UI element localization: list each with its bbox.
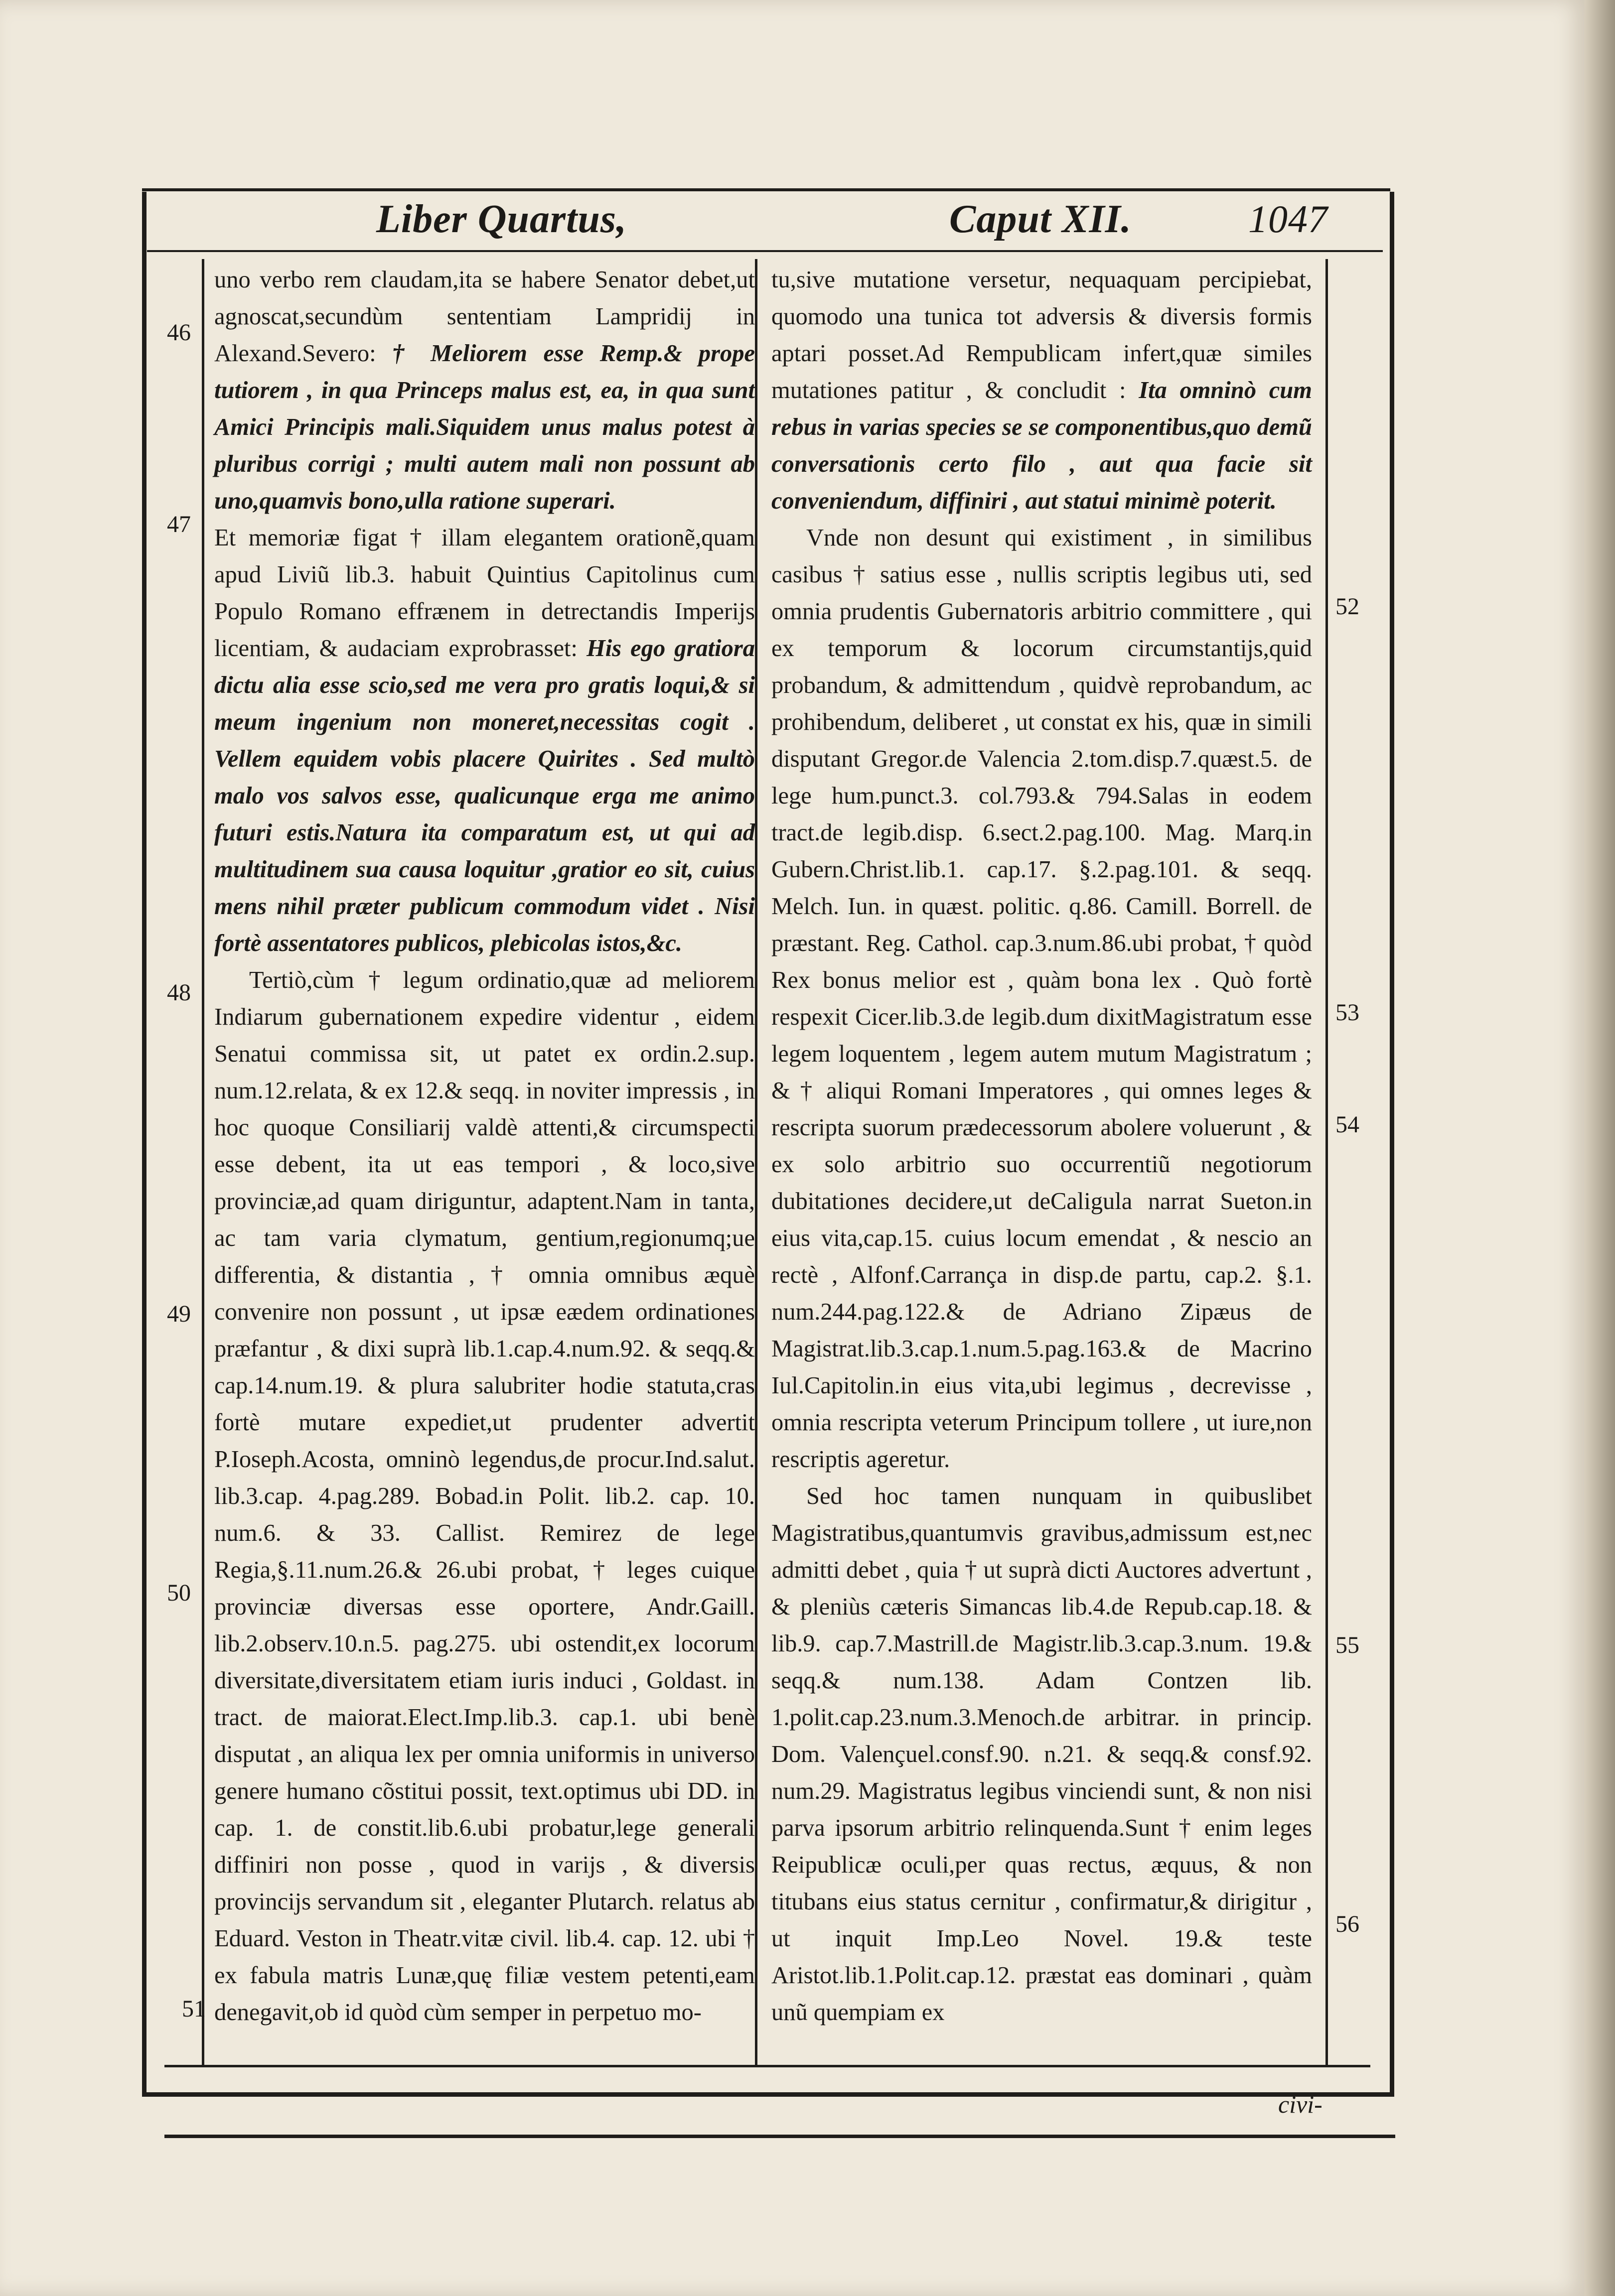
- right-column: [771, 262, 1312, 2031]
- bottom-rule-outer: [164, 2135, 1395, 2138]
- margin-number: 47: [167, 511, 191, 538]
- paragraph: [771, 520, 1312, 1478]
- margin-number: 51: [182, 1996, 206, 2022]
- column-divider: [755, 259, 757, 2065]
- margin-number: 56: [1335, 1911, 1359, 1937]
- margin-number: 49: [167, 1301, 191, 1327]
- frame-top-rule: [142, 188, 1390, 191]
- running-head-chapter: Caput XII.: [949, 197, 1132, 241]
- margin-number: 50: [167, 1580, 191, 1606]
- page-edge-shadow: [1585, 0, 1615, 2296]
- catchword: civi-: [1278, 2090, 1322, 2118]
- bottom-rule-inner: [164, 2065, 1370, 2067]
- paragraph-text: tu,sive mutatione versetur, nequaquam percipiebat, quomodo una tunica tot adversis & diversis formis aptari posset.Ad Rempublicam infert,quæ similes mutationes patitur , & concludit :: [771, 267, 1312, 404]
- paragraph-text: Tertiò,cùm † legum ordinatio,quæ ad meliorem Indiarum gubernationem expedire videntur , eidem Senatui commissa sit, ut patet ex ordin.2.sup. num.12.relata, & ex 12.& seqq. in noviter impressis , in hoc quoque Consiliarij valdè attenti,& circumspecti esse debent, ita ut eas tempori , & loco,sive provinciæ,ad quam diriguntur, adaptent.Nam in tanta, ac tam varia clymatum, gentium,regionumq;ue differentia, & distantia , † omnia omnibus æquè convenire non possunt , ut ipsæ eædem ordinationes præfantur , & dixi suprà lib.1.cap.4.num.92. & seqq.& cap.14.num.19. & plura salubriter hodie statuta,cras fortè mutare expediet,ut prudenter advertit P.Ioseph.Acosta, omninò legendus,de procur.Ind.salut. lib.3.cap. 4.pag.289. Bobad.in Polit. lib.2. cap. 10. num.6. & 33. Callist. Remirez de lege Regia,§.11.num.26.& 26.ubi probat, † leges cuique provinciæ diversas esse oportere, Andr.Gaill. lib.2.observ.10.n.5. pag.275. ubi ostendit,ex locorum diversitate,diversitatem etiam iuris induci , Goldast. in tract. de maiorat.Elect.Imp.lib.3. cap.1. ubi benè disputat , an aliqua lex per omnia uniformis in universo genere humano cõstitui possit, text.optimus ubi DD. in cap. 1. de constit.lib.6.ubi probatur,lege generali diffiniri non posse , quod in varijs , & diversis provincijs servandum sit , eleganter Plutarch. relatus ab Eduard. Veston in Theatr.vitæ civil. lib.4. cap. 12. ubi † ex fabula matris Lunæ,quę filiæ vestem petenti,eam denegavit,ob id quòd cùm semper in perpetuo mo-: [214, 967, 755, 2026]
- paragraph-text: uno verbo rem claudam,ita se habere Senator debet,ut agnoscat,secundùm sententiam Lampridij in Alexand.Severo:: [214, 267, 755, 367]
- page-number: 1047: [1248, 197, 1328, 241]
- left-column: [214, 262, 755, 2031]
- margin-number: 53: [1335, 999, 1359, 1026]
- paragraph: [214, 520, 755, 962]
- paragraph-italic: Ita omninò cum rebus in varias species se se componentibus,quo demũ conversationis certo filo , aut qua facie sit conveniendum, diffiniri , aut statui minimè poterit.: [771, 377, 1312, 514]
- paragraph-text: Et memoriæ figat † illam elegantem orationẽ,quam apud Liviũ lib.3. habuit Quintius Capitolinus cum Populo Romano effrænem in detrectandis Imperijs licentiam, & audaciam exprobrasset:: [214, 525, 755, 662]
- margin-number: 54: [1335, 1111, 1359, 1138]
- header-rule: [147, 250, 1383, 252]
- paragraph: [214, 962, 755, 2031]
- margin-number: 48: [167, 979, 191, 1006]
- paragraph: [214, 262, 755, 520]
- margin-number: 46: [167, 319, 191, 346]
- paragraph-text: Vnde non desunt qui existiment , in similibus casibus † satius esse , nullis scriptis legibus uti, sed omnia prudentis Gubernatoris arbitrio committere , qui ex temporum & locorum circumstantijs,quid probandum, & admittendum , quidvè reprobandum, ac prohibendum, deliberet , ut constat ex his, quæ in simili disputant Gregor.de Valencia 2.tom.disp.7.quæst.5. de lege hum.punct.3. col.793.& 794.Salas in eodem tract.de legib.disp. 6.sect.2.pag.100. Mag. Marq.in Gubern.Christ.lib.1. cap.17. §.2.pag.101. & seqq. Melch. Iun. in quæst. politic. q.86. Camill. Borrell. de præstant. Reg. Cathol. cap.3.num.86.ubi probat, † quòd Rex bonus melior est , quàm bona lex . Quò fortè respexit Cicer.lib.3.de legib.dum dixitMagistratum esse legem loquentem , legem autem mutum Magistratum ; & † aliqui Romani Imperatores , qui omnes leges & rescripta suorum prædecessorum abolere voluerunt , & ex solo arbitrio suo occurrentiũ negotiorum dubitationes decidere,ut deCaligula narrat Sueton.in eius vita,cap.15. cuius locum emendat , & nescio an rectè , Alfonf.Carrança in disp.de partu, cap.2. §.1. num.244.pag.122.& de Adriano Zipæus de Magistrat.lib.3.cap.1.num.5.pag.163.& de Macrino Iul.Capitolin.in eius vita,ubi legimus , decrevisse , omnia rescripta veterum Principum tollere , ut iure,non rescriptis ageretur.: [771, 525, 1312, 1473]
- margin-number: 55: [1335, 1632, 1359, 1658]
- paragraph: [771, 1478, 1312, 2031]
- paragraph-italic: His ego gratiora dictu alia esse scio,sed me vera pro gratis loqui,& si meum ingenium non moneret,necessitas cogit . Vellem equidem vobis placere Quirites . Sed multò malo vos salvos esse, qualicunque erga me animo futuri estis.Natura ita comparatum est, ut qui ad multitudinem sua causa loquitur ,gratior eo sit, cuius mens nihil præter publicum commodum videt . Nisi fortè assentatores publicos, plebicolas istos,&c.: [214, 635, 755, 956]
- paragraph-text: Sed hoc tamen nunquam in quibuslibet Magistratibus,quantumvis gravibus,admissum est,nec admitti debet , quia † ut suprà dicti Auctores advertunt , & pleniùs cæteris Simancas lib.4.de Repub.cap.18. & lib.9. cap.7.Mastrill.de Magistr.lib.3.cap.3.num. 19.& seqq.& num.138. Adam Contzen lib. 1.polit.cap.23.num.3.Menoch.de arbitrar. in princip. Dom. Valençuel.consf.90. n.21. & seqq.& consf.92. num.29. Magistratus legibus vinciendi sunt, & non nisi parva ipsorum arbitrio relinquenda.Sunt † enim leges Reipublicæ oculi,per quas rectus, æquus, & non titubans eius status cernitur , confirmatur,& dirigitur , ut inquit Imp.Leo Novel. 19.& teste Aristot.lib.1.Polit.cap.12. præstat eas dominari , quàm unũ quempiam ex: [771, 1483, 1312, 2026]
- running-head-book: Liber Quartus,: [376, 197, 627, 241]
- margin-number: 52: [1335, 593, 1359, 620]
- paragraph-italic: † Meliorem esse Remp.& prope tutiorem , in qua Princeps malus est, ea, in qua sunt Amici Principis mali.Siquidem unus malus potest à pluribus corrigi ; multi autem mali non possunt ab uno,quamvis bono,ulla ratione superari.: [214, 340, 755, 514]
- paragraph: [771, 262, 1312, 520]
